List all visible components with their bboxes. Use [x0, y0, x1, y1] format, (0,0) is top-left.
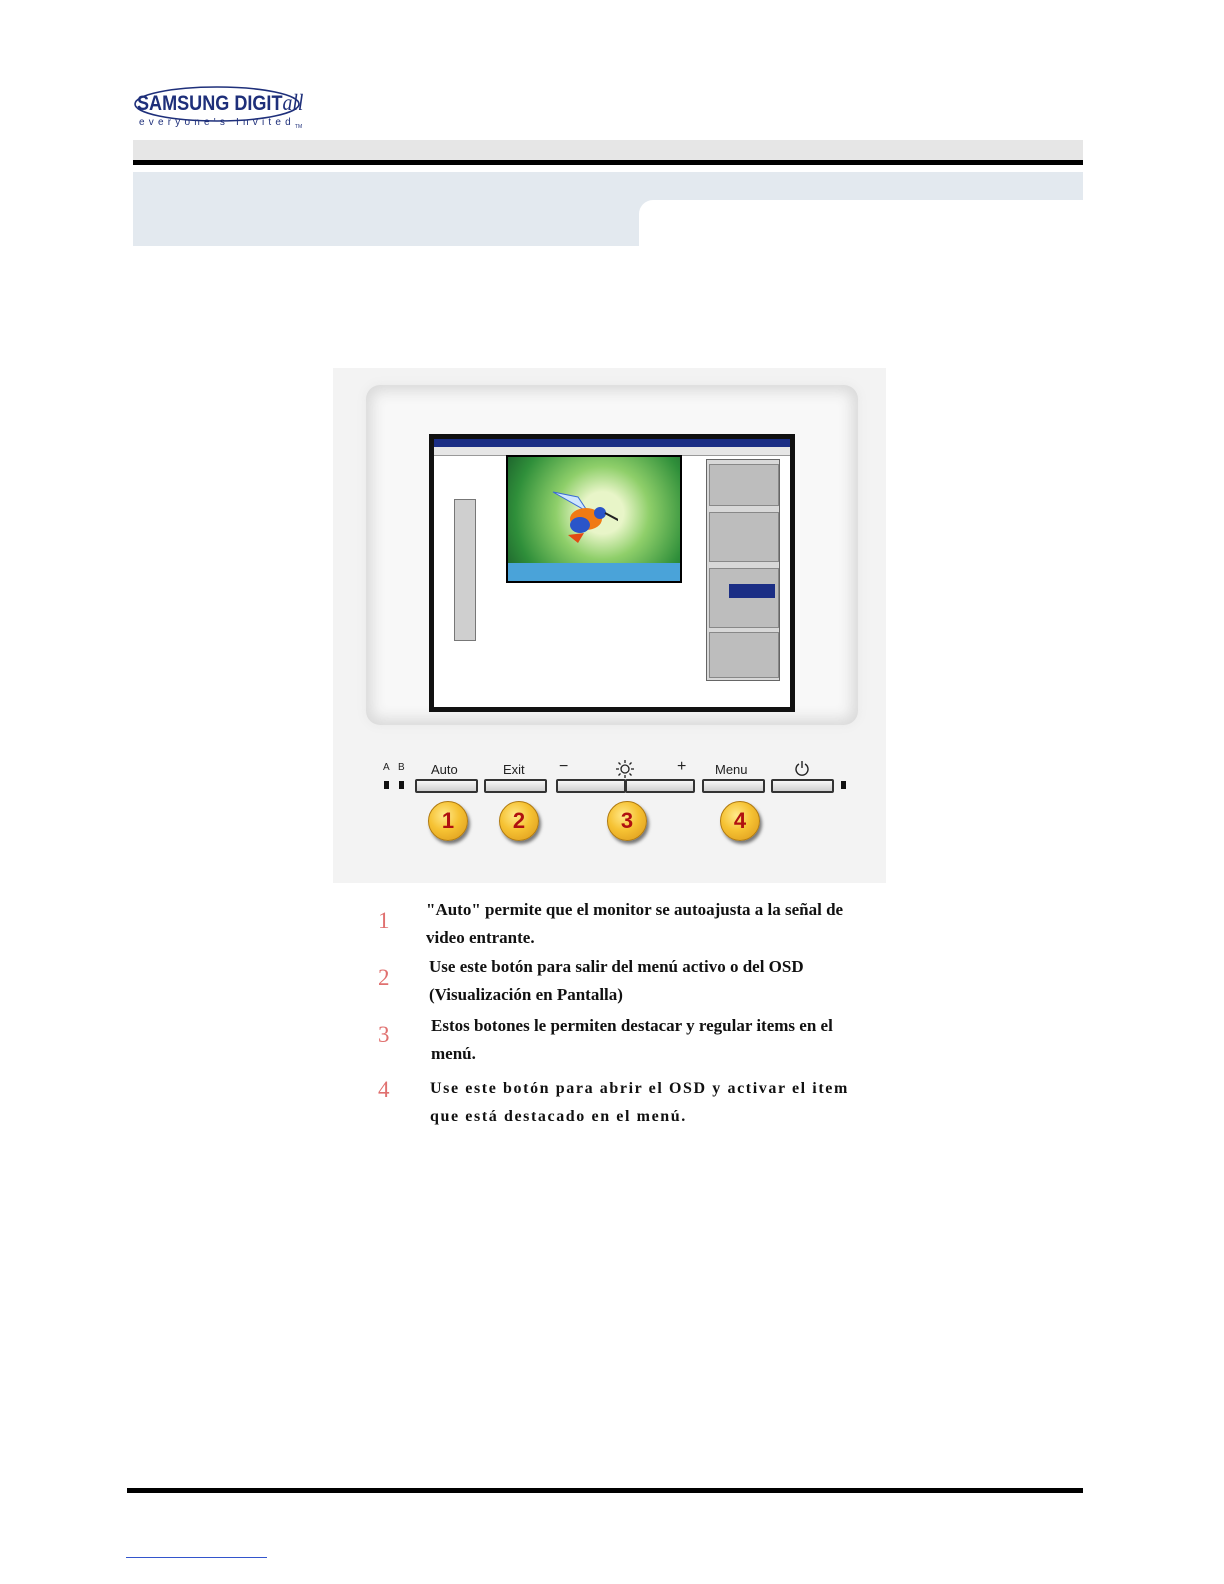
led-label-a: A [383, 762, 390, 773]
callout-1: 1 [428, 801, 468, 841]
auto-button[interactable] [415, 779, 478, 793]
logo-brand-text: SAMSUNG DIGITall [137, 90, 304, 115]
monitor-screen [429, 434, 795, 712]
led-b [399, 781, 404, 789]
callout-2: 2 [499, 801, 539, 841]
section-banner-tab [639, 200, 1083, 246]
minus-button[interactable] [556, 779, 626, 793]
header-rule [133, 160, 1083, 165]
description-number: 4 [378, 1077, 390, 1102]
power-icon [794, 760, 810, 776]
kingfisher-image [506, 455, 682, 583]
footer-link-underline[interactable] [126, 1557, 267, 1558]
plus-label: + [677, 758, 687, 775]
description-text: Estos botones le permiten destacar y regular items en el menú. [431, 1016, 833, 1063]
water-splash [508, 563, 680, 581]
menu-button[interactable] [702, 779, 765, 793]
callout-4: 4 [720, 801, 760, 841]
description-number: 3 [378, 1022, 390, 1047]
exit-button[interactable] [484, 779, 547, 793]
minus-label: − [559, 758, 569, 775]
description-text: Use este botón para salir del menú activo o del OSD (Visualización en Pantalla) [429, 957, 804, 1004]
description-number: 1 [378, 908, 390, 933]
power-led [841, 781, 846, 789]
plus-button[interactable] [625, 779, 695, 793]
footer-rule [127, 1488, 1083, 1493]
description-text: Use este botón para abrir el OSD y activar el item que está destacado en el menú. [430, 1080, 849, 1125]
led-label-b: B [398, 762, 405, 773]
screen-content [434, 439, 790, 707]
callout-3: 3 [607, 801, 647, 841]
bird-illustration-icon [548, 487, 618, 547]
auto-label: Auto [431, 762, 458, 777]
app-palettes [706, 459, 780, 681]
exit-label: Exit [503, 762, 525, 777]
sun-icon [616, 760, 634, 778]
app-titlebar [434, 439, 790, 447]
logo-tagline: everyone's Invited$_{TM}$ [139, 117, 303, 130]
description-text: "Auto" permite que el monitor se autoajusta a la señal de video entrante. [426, 900, 844, 947]
menu-label: Menu [715, 762, 748, 777]
power-button[interactable] [771, 779, 834, 793]
monitor-controls-figure [333, 368, 886, 883]
description-number: 2 [378, 965, 390, 990]
led-a [384, 781, 389, 789]
samsung-logo [137, 82, 307, 134]
app-toolbox [454, 499, 476, 641]
header-bar [133, 140, 1083, 160]
